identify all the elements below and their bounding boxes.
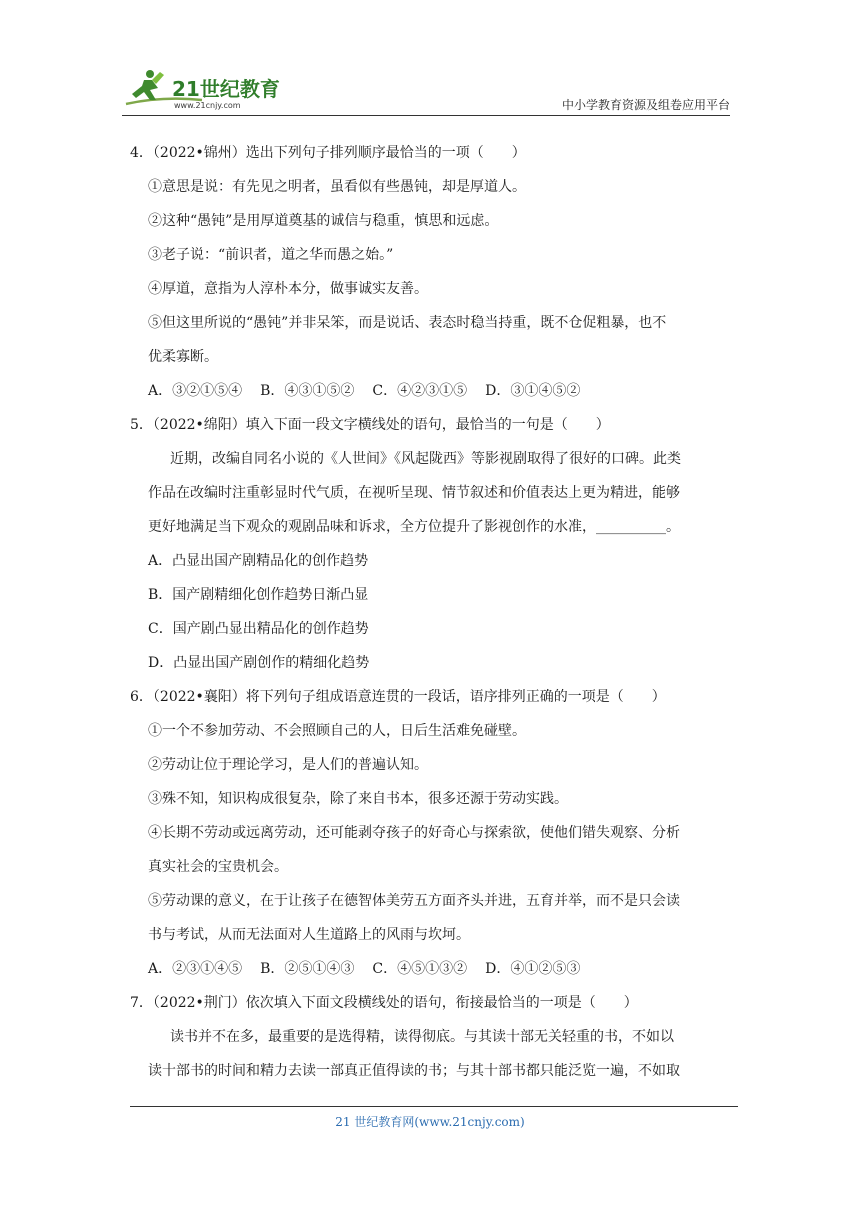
passage-line: 读十部书的时间和精力去读一部真正值得读的书；与其十部书都只能泛览一遍，不如取 <box>148 1063 680 1079</box>
sentence-line: ①一个不参加劳动、不会照顾自己的人，日后生活难免碰壁。 <box>148 723 526 739</box>
footer-link[interactable]: 21 世纪教育网(www.21cnjy.com) <box>335 1115 525 1129</box>
sentence-line: ④长期不劳动或远离劳动，还可能剥夺孩子的好奇心与探索欲，使他们错失观察、分析 <box>148 825 680 841</box>
sentence-line: ⑤但这里所说的“愚钝”并非呆笨，而是说话、表态时稳当持重，既不仓促粗暴，也不 <box>148 315 667 331</box>
option-b: B．国产剧精细化创作趋势日渐凸显 <box>148 587 369 603</box>
option-a: A．凸显出国产剧精品化的创作趋势 <box>148 553 369 569</box>
footer-divider <box>130 1106 738 1107</box>
answer-options <box>130 952 740 986</box>
question-content <box>130 136 740 1088</box>
header-divider <box>122 115 730 116</box>
sentence-line: ④厚道，意指为人淳朴本分，做事诚实友善。 <box>148 281 428 297</box>
option-a: A．②③①④⑤ <box>148 961 243 977</box>
page-header <box>122 66 730 116</box>
option-d: D．④①②⑤③ <box>485 961 581 977</box>
question-title: 7．（2022•荆门）依次填入下面文段横线处的语句，衔接最恰当的一项是（ ） <box>130 995 638 1011</box>
option-d: D．③①④⑤② <box>485 383 581 399</box>
option-d: D．凸显出国产剧创作的精细化趋势 <box>148 655 370 671</box>
option-b: B．④③①⑤② <box>260 383 355 399</box>
sentence-line: 真实社会的宝贵机会。 <box>148 859 288 875</box>
logo-url: www.21cnjy.com <box>174 101 241 110</box>
sentence-line: ⑤劳动课的意义，在于让孩子在德智体美劳五方面齐头并进，五育并举，而不是只会读 <box>148 893 680 909</box>
question-title: 6．（2022•襄阳）将下列句子组成语意连贯的一段话，语序排列正确的一项是（ ） <box>130 689 666 705</box>
sentence-line: ③殊不知，知识构成很复杂，除了来自书本，很多还源于劳动实践。 <box>148 791 568 807</box>
sentence-line: ②这种“愚钝”是用厚道奠基的诚信与稳重，慎思和远虑。 <box>148 213 499 229</box>
option-c: C．④②③①⑤ <box>372 383 468 399</box>
option-a: A．③②①⑤④ <box>148 383 243 399</box>
option-b: B．②⑤①④③ <box>260 961 355 977</box>
option-c: C．国产剧凸显出精品化的创作趋势 <box>148 621 369 637</box>
sentence-line: 书与考试，从而无法面对人生道路上的风雨与坎坷。 <box>148 927 470 943</box>
sentence-line: ③老子说：“前识者，道之华而愚之始。” <box>148 247 394 263</box>
passage-line: 更好地满足当下观众的观剧品味和诉求，全方位提升了影视创作的水准，__________。 <box>148 519 680 535</box>
option-c: C．④⑤①③② <box>372 961 468 977</box>
question-title: 4．（2022•锦州）选出下列句子排列顺序最恰当的一项（ ） <box>130 145 526 161</box>
sentence-line: 优柔寡断。 <box>148 349 218 365</box>
sentence-line: ②劳动让位于理论学习，是人们的普遍认知。 <box>148 757 428 773</box>
passage-line: 近期，改编自同名小说的《人世间》《风起陇西》等影视剧取得了很好的口碑。此类 <box>170 451 681 467</box>
passage-line: 读书并不在多，最重要的是选得精，读得彻底。与其读十部无关轻重的书，不如以 <box>170 1029 674 1045</box>
passage-line: 作品在改编时注重彰显时代气质，在视听呈现、情节叙述和价值表达上更为精进，能够 <box>148 485 680 501</box>
platform-name: 中小学教育资源及组卷应用平台 <box>561 98 730 112</box>
question-title: 5．（2022•绵阳）填入下面一段文字横线处的语句，最恰当的一句是（ ） <box>130 417 610 433</box>
logo-21cnjy-icon <box>122 66 292 114</box>
logo-text: 21世纪教育 <box>172 77 280 101</box>
sentence-line: ①意思是说：有先见之明者，虽看似有些愚钝，却是厚道人。 <box>148 179 526 195</box>
answer-options <box>130 374 740 408</box>
